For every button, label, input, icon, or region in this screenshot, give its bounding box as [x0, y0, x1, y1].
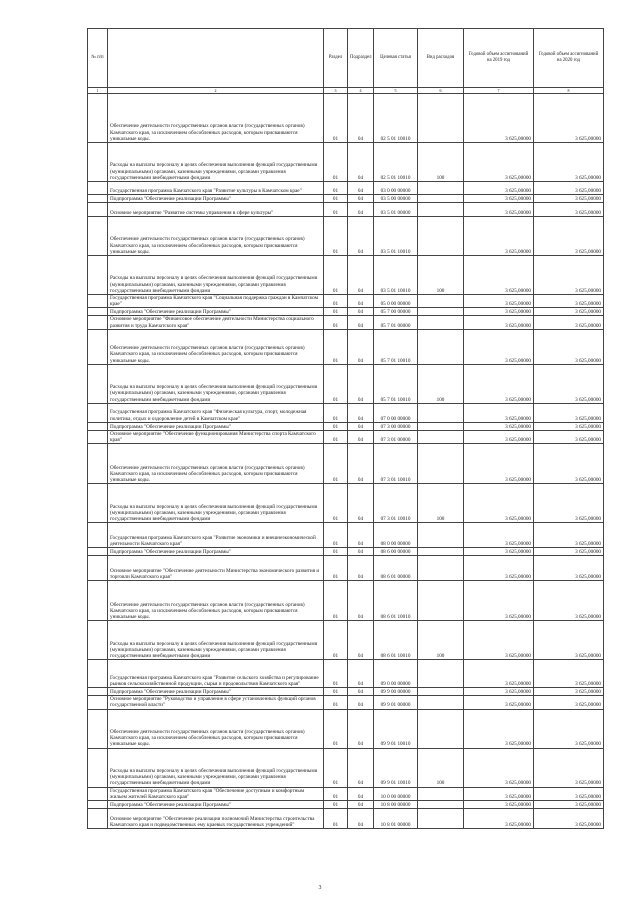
col-header-description: [108, 29, 324, 88]
subsection-cell: 04: [348, 316, 374, 329]
amount-2019-cell: 3 625,00000: [464, 523, 534, 548]
amount-2020-cell: 3 625,00000: [534, 787, 604, 800]
subsection-cell: 04: [348, 801, 374, 809]
page-number: 3: [318, 885, 322, 891]
table-row: [88, 329, 604, 364]
expense-type-cell: [418, 422, 464, 430]
description-cell: Обеспечение деятельности государственных органов власти (государственных органов) Камчатского края, за исключением обособленных расходов, которым присваиваются уникальные коды.: [108, 217, 324, 256]
column-number: 3: [324, 88, 348, 94]
description-cell: Государственная программа Камчатского края "Обеспечение доступным и комфортным жильем жителей Камчатского края": [108, 787, 324, 800]
expense-type-cell: [418, 809, 464, 829]
table-row: [88, 621, 604, 660]
table-row: [88, 195, 604, 203]
expense-type-cell: [418, 581, 464, 621]
subsection-cell: 04: [348, 203, 374, 217]
section-cell: 01: [324, 295, 348, 308]
table-body: [88, 94, 604, 829]
num-cell: [88, 660, 108, 688]
column-number: 6: [418, 88, 464, 94]
subsection-cell: 04: [348, 195, 374, 203]
amount-2019-cell: 3 625,00000: [464, 809, 534, 829]
section-cell: 01: [324, 94, 348, 143]
description-cell: Подпрограмма "Обеспечение реализации Программы": [108, 548, 324, 556]
num-cell: [88, 809, 108, 829]
table-row: [88, 94, 604, 143]
amount-2019-cell: 3 625,00000: [464, 801, 534, 809]
amount-2020-cell: 3 625,00000: [534, 182, 604, 195]
section-cell: 01: [324, 548, 348, 556]
amount-2020-cell: 3 625,00000: [534, 484, 604, 523]
subsection-cell: 04: [348, 422, 374, 430]
expense-type-cell: [418, 801, 464, 809]
description-cell: Основное мероприятие "Финансовое обеспечение деятельности Министерства социального развития и труда Камчатского края": [108, 316, 324, 329]
table-row: [88, 548, 604, 556]
target-article-cell: 08 6 01 10010: [374, 621, 418, 660]
amount-2020-cell: 3 625,00000: [534, 556, 604, 581]
amount-2020-cell: 3 625,00000: [534, 523, 604, 548]
amount-2019-cell: 3 625,00000: [464, 94, 534, 143]
section-cell: 01: [324, 143, 348, 182]
description-cell: Расходы на выплаты персоналу в целях обеспечения выполнения функций государственными (муниципальными) органами, казенными учреждениями, органами управления государственными внебюджетными фондами: [108, 621, 324, 660]
expense-type-cell: 100: [418, 621, 464, 660]
expense-type-cell: [418, 430, 464, 443]
target-article-cell: 03 5 00 00000: [374, 195, 418, 203]
section-cell: 01: [324, 748, 348, 787]
table-row: [88, 709, 604, 748]
amount-2020-cell: 3 625,00000: [534, 660, 604, 688]
amount-2019-cell: 3 625,00000: [464, 403, 534, 422]
amount-2019-cell: 3 625,00000: [464, 203, 534, 217]
num-cell: [88, 94, 108, 143]
expense-type-cell: [418, 295, 464, 308]
section-cell: 01: [324, 801, 348, 809]
col-header-amount-2019: Годовой объем ассигнований на 2019 год: [464, 29, 534, 88]
target-article-cell: 09 0 00 00000: [374, 660, 418, 688]
num-cell: [88, 203, 108, 217]
expense-type-cell: [418, 182, 464, 195]
target-article-cell: 02 5 01 10010: [374, 94, 418, 143]
target-article-cell: 10 0 00 00000: [374, 787, 418, 800]
target-article-cell: 03 5 01 10010: [374, 256, 418, 295]
expense-type-cell: [418, 787, 464, 800]
amount-2020-cell: 3 625,00000: [534, 143, 604, 182]
table-row: [88, 256, 604, 295]
target-article-cell: 05 7 01 10010: [374, 329, 418, 364]
expense-type-cell: 100: [418, 256, 464, 295]
num-cell: [88, 182, 108, 195]
table-row: [88, 316, 604, 329]
target-article-cell: 07 3 01 10010: [374, 484, 418, 523]
subsection-cell: 04: [348, 364, 374, 403]
section-cell: 01: [324, 688, 348, 696]
section-cell: 01: [324, 696, 348, 709]
description-cell: Обеспечение деятельности государственных органов власти (государственных органов) Камчатского края, за исключением обособленных расходов, которым присваиваются уникальные коды.: [108, 709, 324, 748]
amount-2019-cell: 3 625,00000: [464, 182, 534, 195]
section-cell: 01: [324, 203, 348, 217]
expense-type-cell: [418, 217, 464, 256]
table-row: [88, 295, 604, 308]
target-article-cell: 07 0 00 00000: [374, 403, 418, 422]
amount-2020-cell: 3 625,00000: [534, 748, 604, 787]
col-header-subsection: Подраздел: [348, 29, 374, 88]
num-cell: [88, 581, 108, 621]
amount-2019-cell: 3 625,00000: [464, 308, 534, 316]
section-cell: 01: [324, 316, 348, 329]
section-cell: 01: [324, 556, 348, 581]
amount-2020-cell: 3 625,00000: [534, 316, 604, 329]
subsection-cell: 04: [348, 787, 374, 800]
target-article-cell: 05 7 01 10010: [374, 364, 418, 403]
num-cell: [88, 696, 108, 709]
amount-2020-cell: 3 625,00000: [534, 422, 604, 430]
target-article-cell: 03 5 01 10010: [374, 217, 418, 256]
amount-2019-cell: 3 625,00000: [464, 696, 534, 709]
section-cell: 01: [324, 809, 348, 829]
description-cell: Государственная программа Камчатского края "Развитие культуры в Камчатском крае": [108, 182, 324, 195]
column-number: 5: [374, 88, 418, 94]
table-row: [88, 748, 604, 787]
amount-2019-cell: 3 625,00000: [464, 217, 534, 256]
description-cell: Подпрограмма "Обеспечение реализации Программы": [108, 801, 324, 809]
num-cell: [88, 748, 108, 787]
table-row: [88, 484, 604, 523]
num-cell: [88, 523, 108, 548]
amount-2019-cell: 3 625,00000: [464, 143, 534, 182]
table-row: [88, 430, 604, 443]
target-article-cell: 09 9 01 10010: [374, 709, 418, 748]
amount-2019-cell: 3 625,00000: [464, 556, 534, 581]
table-row: [88, 660, 604, 688]
table-row: [88, 801, 604, 809]
amount-2019-cell: 3 625,00000: [464, 787, 534, 800]
expense-type-cell: [418, 316, 464, 329]
subsection-cell: 04: [348, 403, 374, 422]
table-row: [88, 143, 604, 182]
section-cell: 01: [324, 195, 348, 203]
column-number: 2: [108, 88, 324, 94]
num-cell: [88, 801, 108, 809]
num-cell: [88, 195, 108, 203]
subsection-cell: 04: [348, 308, 374, 316]
amount-2020-cell: 3 625,00000: [534, 94, 604, 143]
target-article-cell: 05 0 00 00000: [374, 295, 418, 308]
expense-type-cell: [418, 523, 464, 548]
target-article-cell: 10 8 01 00000: [374, 809, 418, 829]
amount-2020-cell: 3 625,00000: [534, 809, 604, 829]
section-cell: 01: [324, 329, 348, 364]
target-article-cell: 09 9 00 00000: [374, 688, 418, 696]
table-row: [88, 787, 604, 800]
num-cell: [88, 217, 108, 256]
column-number: 8: [534, 88, 604, 94]
table-row: [88, 364, 604, 403]
num-cell: [88, 444, 108, 484]
amount-2019-cell: 3 625,00000: [464, 329, 534, 364]
section-cell: 01: [324, 403, 348, 422]
expense-type-cell: [418, 660, 464, 688]
num-cell: [88, 548, 108, 556]
expense-type-cell: 100: [418, 364, 464, 403]
num-cell: [88, 329, 108, 364]
subsection-cell: 04: [348, 709, 374, 748]
section-cell: 01: [324, 182, 348, 195]
description-cell: Государственная программа Камчатского края "Развитие экономики и внешнеэкономической деятельности Камчатского края": [108, 523, 324, 548]
col-header-section: Раздел: [324, 29, 348, 88]
table-row: [88, 182, 604, 195]
amount-2020-cell: 3 625,00000: [534, 308, 604, 316]
section-cell: 01: [324, 621, 348, 660]
expense-type-cell: 100: [418, 143, 464, 182]
section-cell: 01: [324, 484, 348, 523]
section-cell: 01: [324, 256, 348, 295]
num-cell: [88, 316, 108, 329]
target-article-cell: 02 5 01 10010: [374, 143, 418, 182]
amount-2020-cell: 3 625,00000: [534, 801, 604, 809]
description-cell: Расходы на выплаты персоналу в целях обеспечения выполнения функций государственными (муниципальными) органами, казенными учреждениями, органами управления государственными внебюджетными фондами: [108, 256, 324, 295]
section-cell: 01: [324, 709, 348, 748]
amount-2019-cell: 3 625,00000: [464, 581, 534, 621]
table-row: [88, 203, 604, 217]
subsection-cell: 04: [348, 581, 374, 621]
description-cell: Подпрограмма "Обеспечение реализации Программы": [108, 422, 324, 430]
amount-2020-cell: 3 625,00000: [534, 548, 604, 556]
amount-2020-cell: 3 625,00000: [534, 581, 604, 621]
column-number: 1: [88, 88, 108, 94]
section-cell: 01: [324, 422, 348, 430]
description-cell: Основное мероприятие "Руководство и управление в сфере установленных функций органов государственной власти": [108, 696, 324, 709]
subsection-cell: 04: [348, 217, 374, 256]
target-article-cell: 08 6 01 00000: [374, 556, 418, 581]
num-cell: [88, 422, 108, 430]
col-header-target-article: Целевая статья: [374, 29, 418, 88]
expense-type-cell: 100: [418, 748, 464, 787]
description-cell: Государственная программа Камчатского края "Физическая культура, спорт, молодежная политика, отдых и оздоровление детей в Камчатском крае": [108, 403, 324, 422]
amount-2020-cell: 3 625,00000: [534, 329, 604, 364]
amount-2019-cell: 3 625,00000: [464, 316, 534, 329]
amount-2019-cell: 3 625,00000: [464, 444, 534, 484]
subsection-cell: 04: [348, 660, 374, 688]
amount-2020-cell: 3 625,00000: [534, 709, 604, 748]
amount-2019-cell: 3 625,00000: [464, 748, 534, 787]
table-row: [88, 217, 604, 256]
description-cell: Обеспечение деятельности государственных органов власти (государственных органов) Камчатского края, за исключением обособленных расходов, которым присваиваются уникальные коды.: [108, 444, 324, 484]
amount-2019-cell: 3 625,00000: [464, 621, 534, 660]
subsection-cell: 04: [348, 688, 374, 696]
description-cell: Расходы на выплаты персоналу в целях обеспечения выполнения функций государственными (муниципальными) органами, казенными учреждениями, органами управления государственными внебюджетными фондами: [108, 364, 324, 403]
description-cell: Основное мероприятие "Обеспечение деятельности Министерства экономического развития и торговли Камчатского края": [108, 556, 324, 581]
expense-type-cell: [418, 556, 464, 581]
target-article-cell: 08 6 00 00000: [374, 548, 418, 556]
column-number: 4: [348, 88, 374, 94]
description-cell: Расходы на выплаты персоналу в целях обеспечения выполнения функций государственными (муниципальными) органами, казенными учреждениями, органами управления государственными внебюджетными фондами: [108, 143, 324, 182]
num-cell: [88, 688, 108, 696]
target-article-cell: 07 3 01 00000: [374, 430, 418, 443]
amount-2020-cell: 3 625,00000: [534, 203, 604, 217]
column-number: 7: [464, 88, 534, 94]
target-article-cell: 05 7 01 00000: [374, 316, 418, 329]
expense-type-cell: [418, 308, 464, 316]
subsection-cell: 04: [348, 182, 374, 195]
num-cell: [88, 256, 108, 295]
table-row: [88, 556, 604, 581]
amount-2020-cell: 3 625,00000: [534, 195, 604, 203]
table-row: [88, 403, 604, 422]
expense-type-cell: [418, 688, 464, 696]
subsection-cell: 04: [348, 523, 374, 548]
subsection-cell: 04: [348, 809, 374, 829]
num-cell: [88, 621, 108, 660]
amount-2020-cell: 3 625,00000: [534, 444, 604, 484]
section-cell: 01: [324, 308, 348, 316]
subsection-cell: 04: [348, 430, 374, 443]
num-cell: [88, 364, 108, 403]
num-cell: [88, 308, 108, 316]
amount-2019-cell: 3 625,00000: [464, 548, 534, 556]
subsection-cell: 04: [348, 444, 374, 484]
amount-2020-cell: 3 625,00000: [534, 696, 604, 709]
section-cell: 01: [324, 660, 348, 688]
table-row: [88, 696, 604, 709]
amount-2019-cell: 3 625,00000: [464, 709, 534, 748]
description-cell: Подпрограмма "Обеспечение реализации Программы": [108, 308, 324, 316]
table-row: [88, 422, 604, 430]
col-header-amount-2020: Годовой объем ассигнований на 2020 год: [534, 29, 604, 88]
table-row: [88, 688, 604, 696]
expense-type-cell: [418, 444, 464, 484]
subsection-cell: 04: [348, 329, 374, 364]
subsection-cell: 04: [348, 556, 374, 581]
num-cell: [88, 484, 108, 523]
amount-2019-cell: 3 625,00000: [464, 688, 534, 696]
target-article-cell: 07 3 00 00000: [374, 422, 418, 430]
num-cell: [88, 430, 108, 443]
description-cell: Обеспечение деятельности государственных органов власти (государственных органов) Камчатского края, за исключением обособленных расходов, которым присваиваются уникальные коды.: [108, 329, 324, 364]
target-article-cell: 08 6 01 10010: [374, 581, 418, 621]
target-article-cell: 03 5 01 00000: [374, 203, 418, 217]
section-cell: 01: [324, 444, 348, 484]
num-cell: [88, 143, 108, 182]
amount-2019-cell: 3 625,00000: [464, 364, 534, 403]
subsection-cell: 04: [348, 295, 374, 308]
description-cell: Подпрограмма "Обеспечение реализации Программы": [108, 688, 324, 696]
expense-type-cell: 100: [418, 484, 464, 523]
amount-2020-cell: 3 625,00000: [534, 403, 604, 422]
amount-2020-cell: 3 625,00000: [534, 364, 604, 403]
target-article-cell: 05 7 00 00000: [374, 308, 418, 316]
subsection-cell: 04: [348, 143, 374, 182]
amount-2019-cell: 3 625,00000: [464, 295, 534, 308]
target-article-cell: 08 0 00 00000: [374, 523, 418, 548]
description-cell: Расходы на выплаты персоналу в целях обеспечения выполнения функций государственными (муниципальными) органами, казенными учреждениями, органами управления государственными внебюджетными фондами: [108, 748, 324, 787]
expense-type-cell: [418, 696, 464, 709]
amount-2019-cell: 3 625,00000: [464, 195, 534, 203]
expense-type-cell: [418, 548, 464, 556]
description-cell: Государственная программа Камчатского края "Развитие сельского хозяйства и регулирование рынков сельскохозяйственной продукции, сырья и продовольствия Камчатского края": [108, 660, 324, 688]
section-cell: 01: [324, 581, 348, 621]
section-cell: 01: [324, 430, 348, 443]
table-row: [88, 581, 604, 621]
amount-2020-cell: 3 625,00000: [534, 295, 604, 308]
col-header-number: № п/п: [88, 29, 108, 88]
description-cell: Расходы на выплаты персоналу в целях обеспечения выполнения функций государственными (муниципальными) органами, казенными учреждениями, органами управления государственными внебюджетными фондами: [108, 484, 324, 523]
table-row: [88, 308, 604, 316]
expense-type-cell: [418, 203, 464, 217]
description-cell: Основное мероприятие "Обеспечение функционирования Министерства спорта Камчатского края": [108, 430, 324, 443]
amount-2020-cell: 3 625,00000: [534, 621, 604, 660]
section-cell: 01: [324, 217, 348, 256]
expense-type-cell: [418, 329, 464, 364]
num-cell: [88, 295, 108, 308]
description-cell: Обеспечение деятельности государственных органов власти (государственных органов) Камчатского края, за исключением обособленных расходов, которым присваиваются уникальные коды.: [108, 94, 324, 143]
subsection-cell: 04: [348, 484, 374, 523]
target-article-cell: 03 0 00 00000: [374, 182, 418, 195]
amount-2019-cell: 3 625,00000: [464, 430, 534, 443]
subsection-cell: 04: [348, 696, 374, 709]
amount-2019-cell: 3 625,00000: [464, 256, 534, 295]
subsection-cell: 04: [348, 548, 374, 556]
subsection-cell: 04: [348, 256, 374, 295]
budget-table: [87, 28, 604, 829]
col-header-expense-type: Вид расходов: [418, 29, 464, 88]
section-cell: 01: [324, 364, 348, 403]
target-article-cell: 10 8 00 00000: [374, 801, 418, 809]
amount-2019-cell: 3 625,00000: [464, 484, 534, 523]
expense-type-cell: [418, 195, 464, 203]
expense-type-cell: [418, 94, 464, 143]
expense-type-cell: [418, 709, 464, 748]
table-row: [88, 809, 604, 829]
amount-2020-cell: 3 625,00000: [534, 256, 604, 295]
target-article-cell: 09 9 01 10010: [374, 748, 418, 787]
description-cell: Обеспечение деятельности государственных органов власти (государственных органов) Камчатского края, за исключением обособленных расходов, которым присваиваются уникальные коды.: [108, 581, 324, 621]
target-article-cell: 09 9 01 00000: [374, 696, 418, 709]
num-cell: [88, 403, 108, 422]
expense-type-cell: [418, 403, 464, 422]
description-cell: Государственная программа Камчатского края "Социальная поддержка граждан в Камчатском крае": [108, 295, 324, 308]
amount-2019-cell: 3 625,00000: [464, 660, 534, 688]
amount-2020-cell: 3 625,00000: [534, 217, 604, 256]
target-article-cell: 07 3 01 10010: [374, 444, 418, 484]
subsection-cell: 04: [348, 621, 374, 660]
amount-2019-cell: 3 625,00000: [464, 422, 534, 430]
table-row: [88, 444, 604, 484]
section-cell: 01: [324, 787, 348, 800]
subsection-cell: 04: [348, 94, 374, 143]
num-cell: [88, 787, 108, 800]
num-cell: [88, 709, 108, 748]
table-row: [88, 523, 604, 548]
amount-2020-cell: 3 625,00000: [534, 430, 604, 443]
subsection-cell: 04: [348, 748, 374, 787]
section-cell: 01: [324, 523, 348, 548]
description-cell: Подпрограмма "Обеспечение реализации Программы": [108, 195, 324, 203]
num-cell: [88, 556, 108, 581]
description-cell: Основное мероприятие "Развитие системы управления в сфере культуры": [108, 203, 324, 217]
header-row: [88, 29, 604, 88]
description-cell: Основное мероприятие "Обеспечение реализации полномочий Министерства строительства Камчатского края и подведомственных ему краевых государственных учреждений": [108, 809, 324, 829]
amount-2020-cell: 3 625,00000: [534, 688, 604, 696]
